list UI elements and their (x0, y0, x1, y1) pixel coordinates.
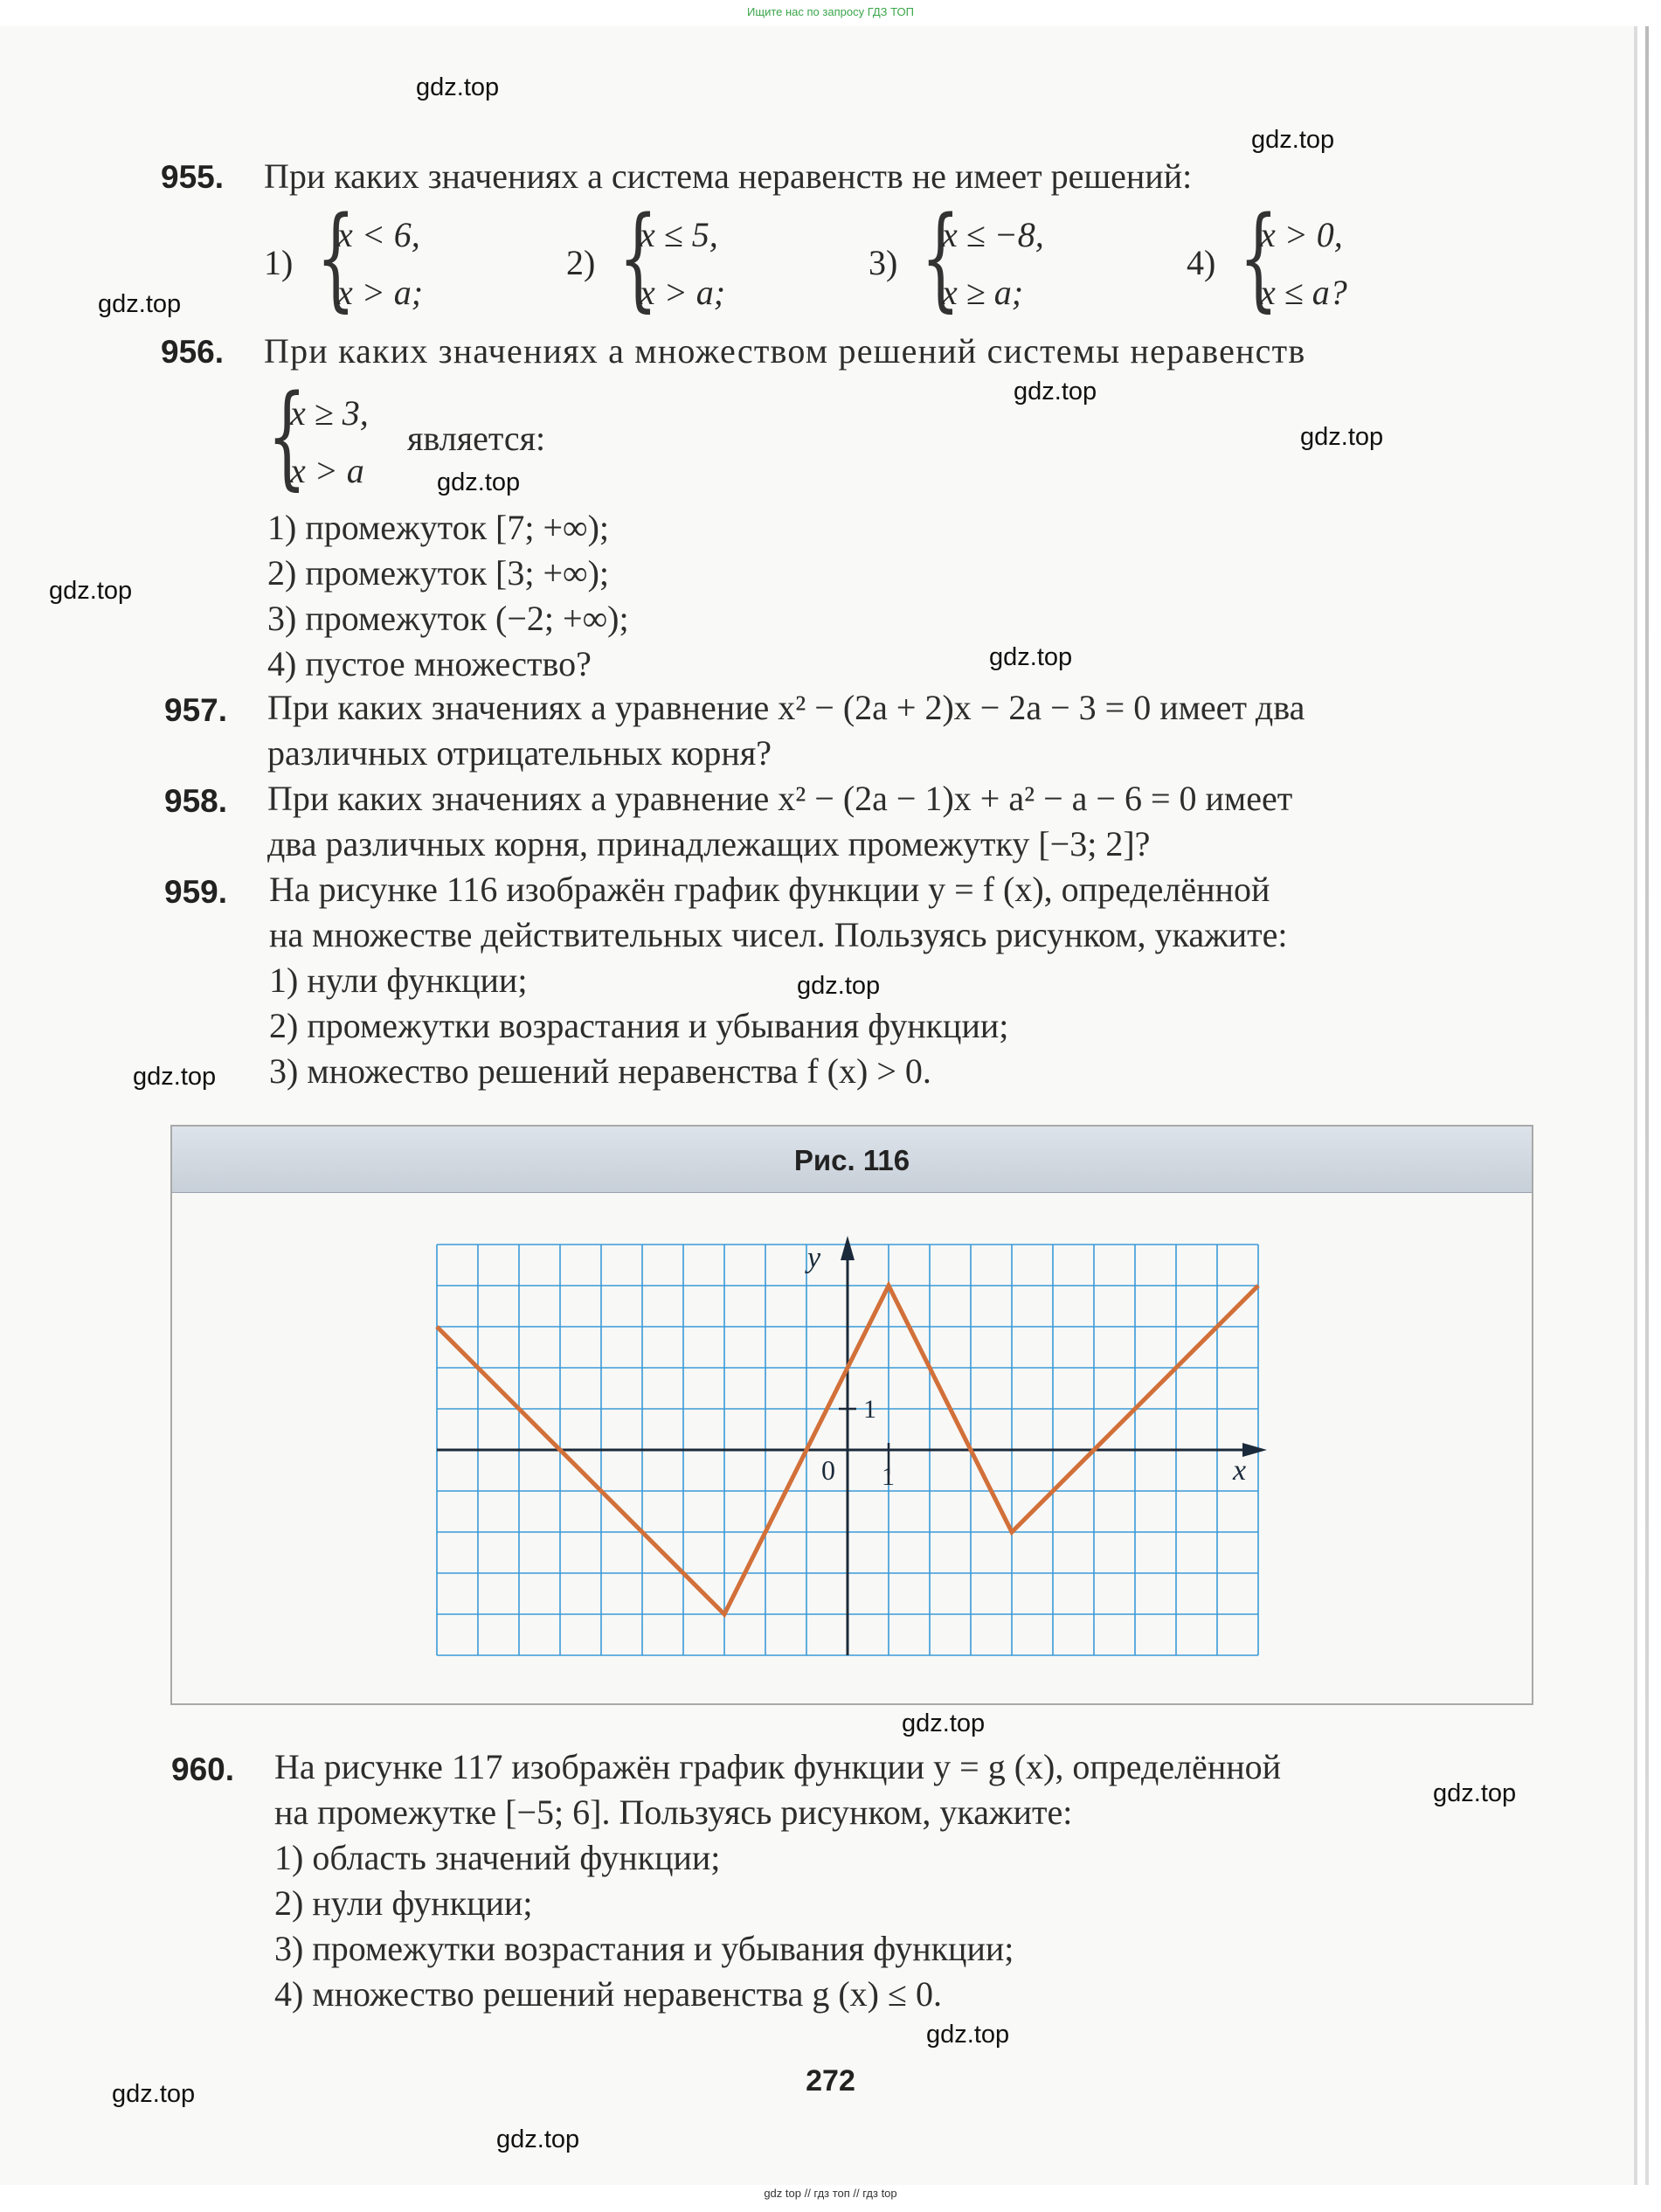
system-line: x ≥ a; (942, 273, 1024, 312)
watermark: gdz.top (49, 577, 133, 605)
system-line: x ≥ 3, (290, 393, 369, 433)
watermark: gdz.top (902, 1709, 986, 1737)
system-line: x > 0, (1260, 215, 1343, 254)
system-line: x ≤ 5, (640, 215, 718, 254)
system-label: 4) (1187, 243, 1216, 282)
brace-icon: { (921, 193, 960, 323)
brace-icon: { (267, 371, 307, 502)
watermark: gdz.top (1300, 423, 1384, 451)
watermark: gdz.top (989, 643, 1073, 671)
list-item: 2) промежуток [3; +∞); (267, 553, 609, 593)
watermark: gdz.top (133, 1063, 217, 1091)
system-line: x > a; (640, 273, 726, 312)
list-item: 1) область значений функции; (274, 1838, 721, 1877)
brace-icon: { (619, 193, 658, 323)
watermark: gdz.top (1014, 378, 1097, 406)
system-label: 2) (566, 243, 596, 282)
brace-icon: { (316, 193, 356, 323)
y-tick-label: 1 (863, 1395, 876, 1424)
problem-text: При каких значениях a множеством решений системы неравенств (264, 331, 1306, 371)
problem-text: При каких значениях a система неравенств не имеет решений: (264, 156, 1193, 196)
problem-text: на множестве действительных чисел. Пользуясь рисунком, укажите: (269, 915, 1288, 954)
list-item: 3) множество решений неравенства f (x) > 0. (269, 1051, 931, 1091)
watermark: gdz.top (926, 2021, 1010, 2049)
watermark: gdz.top (416, 73, 500, 101)
brace-icon: { (1239, 193, 1278, 323)
watermark: gdz.top (437, 468, 521, 496)
problem-text: является: (407, 419, 546, 458)
problem-number: 960. (171, 1751, 235, 1787)
system-label: 3) (869, 243, 898, 282)
problem-text: При каких значениях a уравнение x² − (2a + 2)x − 2a − 3 = 0 имеет два (267, 688, 1305, 727)
system-line: x ≤ −8, (942, 215, 1044, 254)
problem-text: два различных корня, принадлежащих промежутку [−3; 2]? (267, 824, 1151, 863)
watermark: gdz.top (112, 2080, 196, 2108)
list-item: 3) промежутки возрастания и убывания функции; (274, 1929, 1014, 1968)
x-axis-label: x (1233, 1454, 1247, 1487)
watermark: gdz.top (496, 2125, 580, 2153)
problem-text: При каких значениях a уравнение x² − (2a − 1)x + a² − a − 6 = 0 имеет (267, 779, 1293, 818)
book-spine (1645, 26, 1649, 2185)
watermark: gdz.top (1433, 1779, 1517, 1807)
problem-text: На рисунке 116 изображён график функции y = f (x), определённой (269, 870, 1270, 909)
system-line: x > a (290, 451, 364, 490)
figure-116 (170, 1125, 1533, 1705)
list-item: 3) промежуток (−2; +∞); (267, 599, 629, 638)
bottom-banner[interactable]: gdz top // гдз топ // гдз top (764, 2187, 897, 2200)
problem-text: различных отрицательных корня? (267, 733, 772, 773)
watermark: gdz.top (1251, 126, 1335, 154)
list-item: 1) нули функции; (269, 960, 528, 1000)
x-axis-arrow-icon (1242, 1443, 1267, 1457)
system-line: x ≤ a? (1260, 273, 1347, 312)
problem-number: 957. (164, 692, 228, 728)
list-item: 2) промежутки возрастания и убывания функции; (269, 1006, 1009, 1045)
y-axis-label: y (807, 1242, 821, 1274)
list-item: 4) пустое множество? (267, 644, 592, 683)
top-banner[interactable]: Ищите нас по запросу ГДЗ ТОП (747, 5, 914, 18)
problem-number: 958. (164, 783, 228, 819)
watermark: gdz.top (797, 972, 881, 1000)
problem-number: 956. (161, 334, 225, 370)
function-graph (172, 1127, 1532, 1703)
problem-number: 959. (164, 874, 228, 910)
watermark: gdz.top (98, 290, 182, 318)
x-tick-label: 1 (882, 1462, 895, 1491)
system-line: x < 6, (337, 215, 420, 254)
list-item: 4) множество решений неравенства g (x) ≤ 0. (274, 1974, 942, 2014)
page-number: 272 (806, 2064, 855, 2098)
problem-text: На рисунке 117 изображён график функции y = g (x), определённой (274, 1747, 1282, 1786)
system-label: 1) (264, 243, 294, 282)
list-item: 2) нули функции; (274, 1883, 533, 1923)
problem-number: 955. (161, 159, 225, 195)
list-item: 1) промежуток [7; +∞); (267, 508, 609, 547)
origin-label: 0 (821, 1454, 835, 1486)
problem-text: на промежутке [−5; 6]. Пользуясь рисунком, укажите: (274, 1792, 1073, 1832)
system-line: x > a; (337, 273, 424, 312)
y-axis-arrow-icon (841, 1236, 855, 1260)
figure-title: Рис. 116 (793, 1144, 910, 1176)
